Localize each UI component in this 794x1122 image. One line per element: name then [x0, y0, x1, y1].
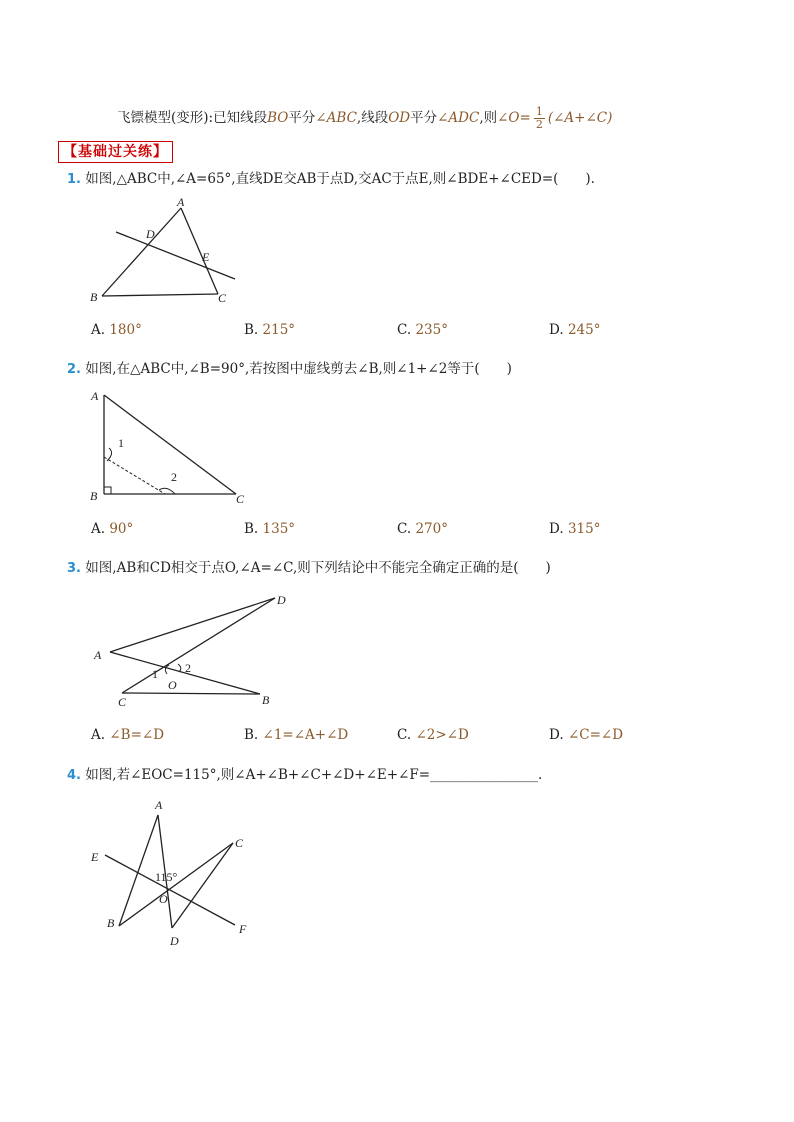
intro-text-1: 平分 — [288, 110, 316, 126]
line-de — [116, 232, 235, 279]
question-number: 2. — [67, 362, 81, 377]
option-letter: D. — [549, 521, 564, 537]
option-value: 245° — [567, 322, 601, 338]
option-value: 215° — [262, 322, 296, 338]
option-letter: A. — [91, 322, 106, 338]
option-c[interactable] — [397, 322, 448, 338]
option-c[interactable] — [397, 727, 469, 743]
label-c: C — [118, 695, 127, 709]
option-b[interactable] — [244, 521, 295, 537]
question-1 — [67, 170, 595, 189]
label-a: A — [155, 798, 163, 812]
segment-bc — [102, 294, 218, 296]
figure-q1 — [80, 195, 250, 310]
label-angle-115: 115° — [155, 870, 178, 884]
label-b: B — [107, 916, 115, 930]
option-value: ∠C=∠D — [567, 727, 624, 743]
intro-fraction — [534, 106, 545, 131]
segment-ab — [102, 208, 181, 296]
segment-ad — [110, 598, 275, 652]
question-end: . — [538, 767, 543, 783]
option-letter: A. — [91, 727, 106, 743]
label-c: C — [236, 492, 245, 506]
option-c[interactable] — [397, 521, 448, 537]
option-value: ∠B=∠D — [109, 727, 165, 743]
option-letter: C. — [397, 727, 412, 743]
option-value: 235° — [415, 322, 448, 338]
option-letter: A. — [91, 521, 106, 537]
label-a: A — [94, 648, 102, 662]
question-text: 如图,若∠EOC=115°,则∠A+∠B+∠C+∠D+∠E+∠F= — [85, 767, 431, 783]
option-value: 270° — [415, 521, 448, 537]
question-number: 3. — [67, 561, 81, 576]
intro-angle-adc: ∠ADC — [437, 110, 480, 126]
angle-2-arc — [159, 488, 175, 494]
option-a[interactable] — [91, 521, 133, 537]
intro-lead: 飞镖模型(变形):已知线段 — [117, 110, 268, 126]
label-b: B — [90, 290, 98, 304]
question-2 — [67, 360, 512, 379]
segment-cb — [122, 693, 260, 694]
label-d: D — [170, 934, 179, 948]
label-angle-2: 2 — [171, 470, 177, 484]
label-angle-1: 1 — [118, 436, 124, 450]
label-d: D — [277, 593, 286, 607]
option-d[interactable] — [549, 322, 600, 338]
angle-1-arc — [107, 448, 112, 461]
question-text: 如图,AB和CD相交于点O,∠A=∠C,则下列结论中不能完全确定正确的是( ) — [85, 560, 551, 576]
intro-line — [117, 106, 612, 131]
label-c: C — [235, 836, 244, 850]
label-angle-2: 2 — [185, 661, 191, 675]
label-e: E — [91, 850, 99, 864]
option-b[interactable] — [244, 727, 348, 743]
label-a: A — [91, 389, 99, 403]
option-value: 135° — [262, 521, 296, 537]
option-value: 90° — [109, 521, 134, 537]
option-a[interactable] — [91, 727, 164, 743]
question-text: 如图,△ABC中,∠A=65°,直线DE交AB于点D,交AC于点E,则∠BDE+∠CED=( ). — [85, 171, 595, 187]
fraction-denominator: 2 — [535, 118, 543, 131]
label-e: E — [202, 250, 210, 264]
option-letter: D. — [549, 727, 564, 743]
question-text: 如图,在△ABC中,∠B=90°,若按图中虚线剪去∠B,则∠1+∠2等于( ) — [85, 361, 512, 377]
question-3 — [67, 559, 551, 578]
segment-bc — [119, 843, 233, 926]
right-angle-mark — [104, 487, 111, 494]
label-b: B — [90, 489, 98, 503]
option-letter: B. — [244, 322, 259, 338]
label-d: D — [146, 227, 155, 241]
segment-dc — [172, 843, 233, 928]
intro-seg-od: OD — [388, 110, 411, 126]
option-value: 180° — [109, 322, 142, 338]
question-number: 1. — [67, 172, 81, 187]
label-c: C — [218, 291, 227, 305]
option-letter: D. — [549, 322, 564, 338]
intro-seg-bo: BO — [267, 110, 289, 126]
option-b[interactable] — [244, 322, 295, 338]
label-f: F — [239, 922, 247, 936]
segment-ac — [181, 208, 218, 294]
intro-text-2: ,线段 — [356, 110, 389, 126]
cut-line — [104, 457, 165, 494]
option-d[interactable] — [549, 521, 600, 537]
intro-angle-sum: (∠A+∠C) — [547, 110, 613, 126]
label-o: O — [159, 892, 168, 906]
intro-angle-o: ∠O= — [497, 110, 531, 126]
fraction-numerator: 1 — [535, 105, 543, 118]
label-o: O — [168, 678, 177, 692]
option-letter: B. — [244, 727, 259, 743]
option-a[interactable] — [91, 322, 142, 338]
option-letter: C. — [397, 521, 412, 537]
segment-ab — [119, 815, 158, 926]
figure-q4 — [85, 795, 265, 955]
question-4 — [67, 766, 542, 785]
figure-q2 — [85, 385, 260, 510]
option-d[interactable] — [549, 727, 623, 743]
option-letter: B. — [244, 521, 259, 537]
option-value: 315° — [567, 521, 601, 537]
section-tag: 【基础过关练】 — [58, 141, 173, 163]
answer-blank[interactable]: ________________ — [430, 767, 539, 783]
question-number: 4. — [67, 768, 81, 783]
label-angle-1: 1 — [152, 667, 158, 681]
figure-q3 — [90, 588, 300, 713]
label-a: A — [177, 195, 185, 209]
option-value: ∠1=∠A+∠D — [262, 727, 349, 743]
intro-text-4: ,则 — [479, 110, 498, 126]
intro-angle-abc: ∠ABC — [315, 110, 357, 126]
intro-text-3: 平分 — [410, 110, 438, 126]
segment-cd — [122, 598, 275, 693]
label-b: B — [262, 693, 270, 707]
option-letter: C. — [397, 322, 412, 338]
option-value: ∠2>∠D — [415, 727, 469, 743]
